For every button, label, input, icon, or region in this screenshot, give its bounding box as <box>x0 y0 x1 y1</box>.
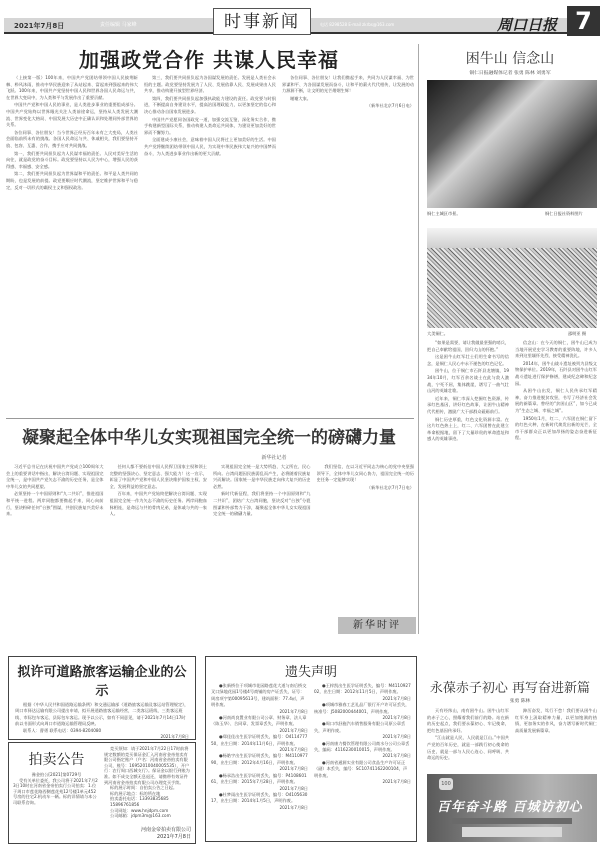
article2-column <box>213 464 311 632</box>
side-story-paragraph: 近年来，铜仁市深入挖掘红色资源，传承红色基因，讲好红色故事，让困牛山精神代代相传，激励广大干部群众砥砺前行。 <box>427 395 509 414</box>
section-title: 时事新闻 <box>213 8 311 35</box>
side-story2-column <box>427 708 509 770</box>
article2-paragraph: 我们坚信，在以习近平同志为核心的党中央坚强领导下，全体中华儿女同心协力，祖国完全统一的历史任务一定能够实现！ <box>316 464 414 483</box>
side-story-paragraph: “如果是需要，请让我做最坚强的哨兵，把自己奉献给祖国，回归大山的怀抱。” <box>427 340 509 352</box>
side-story-paragraph: 从困牛山出发，铜仁人民传承红军精神，奋力推进脱贫攻坚，书写了经济社会发展的新篇章。曾经的“贫困山区”，如今已成为“生态之城、幸福之城”。 <box>515 388 597 413</box>
lost-notice-date: 2021年7月8日 <box>382 753 411 759</box>
lost-notice-date: 2021年7月8日 <box>382 695 411 701</box>
side-story-paragraph: 困牛山，位于铜仁市石阡县龙塘镇，1934年10月，红军百余名战士在此与敌人激战，宁死不屈，集体跳崖，谱写了一曲气壮山河的英雄壮歌。 <box>427 368 509 394</box>
article2-paragraph: 实现祖国完全统一是大势所趋、大义所在、民心所向。台湾问题因民族弱乱而产生，必将随着民族复兴而解决。国家统一是中华民族走向伟大复兴的历史必然。 <box>213 464 311 489</box>
lost-notice-date: 2021年7月8日 <box>279 766 308 772</box>
section-divider <box>6 418 414 419</box>
banner-slogan: 百年奋斗路 百城访初心 <box>437 800 583 815</box>
side-story-column <box>515 340 597 630</box>
banner-strip <box>462 827 562 837</box>
side-story2-body <box>427 708 597 770</box>
lost-notice-text: ●河南尚良置业有限公司公章、财务章、法人章（陈玉华）、合同章、发票章丢失，声明作废。 <box>211 715 307 727</box>
side-story-title: 困牛山 信念山 <box>465 51 555 67</box>
lost-notice-item <box>211 792 308 811</box>
article1-paragraph: 第三，我们要共同担负起为各国谋发展的责任。发展是人类社会永恒的主题。政党要坚持发展为了人民、发展依靠人民、发展成果由人民共享，推动构建开放型世界经济。 <box>144 75 276 94</box>
auction-website[interactable]: 公司网址：www.hnjdpm.com <box>110 807 169 813</box>
campaign-banner <box>427 774 597 842</box>
auction-notice-title: 拍卖公告 <box>28 752 85 768</box>
contact-info: 电话 8298528 E-mail zkrbs@163.com <box>320 22 395 27</box>
transport-notice-text: 根据《中华人民共和国道路运输条例》和交通运输部《道路旅客运输及客运站管理规定》，周口市驿达运输有限公司提出申请，拟开展道路旅客运输经营，二类客运班线、三类客运班线、市际包车客运、县际包车客运。现予以公示，如有不同意见，请于2021年7月14日17时前以书面形式向周口市道路运输管理局反映。 <box>15 702 189 727</box>
banner-strip <box>452 818 572 824</box>
article2-paragraph: 任何人都不要低估中国人民捍卫国家主权和领土完整的坚强决心、坚定意志、强大能力！这一宣示，彰显了中国共产党和中国人民坚决维护国家主权、安全、发展利益的坚定意志。 <box>109 464 207 489</box>
lost-notice-item <box>314 741 411 760</box>
article1-lead: （上接第一版）100年来，中国共产党团结带领中国人民披荆斩棘、栉风沐雨，推动中华民族迎来了从站起来、富起来到强起来的伟大飞跃。100年来，中国共产党坚持中国人民和世界各国人民命运与共，在世界大变局中，为人类和平与发展作出了重要贡献。 <box>6 75 138 100</box>
lost-notice-text: ●项城市雅春工艺礼品厂银行开户许可证丢失，核准号：J5082000444001，声明作废。 <box>314 702 410 714</box>
lost-notice-text: ●杨皓宇出生医学证明丢失，编号：M411097790，出生日期：2012年4月16日，声明作废。 <box>211 753 308 765</box>
side-story2-byline: 张勇 陈林 <box>509 699 531 704</box>
side-story-paragraph: 信念山：在今天的铜仁，困牛山已成为当地开展党史学习教育的重要阵地，许多人来到这里缅怀先烈、接受精神洗礼。 <box>515 340 597 359</box>
side-story-paragraph: 这是困牛山红军壮士们用生命书写的信念，是铜仁人民心中永不褪色的红色记忆。 <box>427 354 509 366</box>
auction-company: 河南金帝拍卖有限公司 <box>140 827 191 833</box>
article1-paragraph: 各位同事、各位朋友！当今世界正经历百年未有之大变局，人类社会面临前所未有的挑战。各国人民命运与共、休戚相关，我们要坚持开放、包容、互惠、合作，携手应对共同挑战。 <box>6 129 138 148</box>
lost-notice-item <box>314 683 411 702</box>
lost-notice-date: 2021年7月8日 <box>382 734 411 740</box>
lost-notice-date: 2021年7月8日 <box>382 715 411 721</box>
lost-notice-date: 2021年7月8日 <box>279 727 308 733</box>
side-story-body <box>427 340 597 630</box>
page-number: 7 <box>567 6 600 36</box>
masthead <box>0 0 600 40</box>
article2-paragraph: 百年来，中国共产党始终把解决台湾问题、实现祖国完全统一作为矢志不渝的历史任务。两岸同胞血脉相连，是命运与共的骨肉兄弟，是休戚与共的一家人。 <box>109 491 207 517</box>
lost-notice-column <box>314 683 411 843</box>
article2-column <box>317 464 415 632</box>
lost-notice-item <box>211 753 308 772</box>
lost-notice-text: ●河南省通源实业有限公司食品生产许可证正（副）本丢失，编号：SC10741162200104，声明作废。 <box>314 759 408 778</box>
photo2-caption: 大美铜仁。 <box>427 331 448 336</box>
side-story2-paragraph: 天有经纬山，南有困牛山。困牛山红军的赤子之心，照耀着我们前行的路。站在新的历史起点，我们要永葆初心、牢记使命，把红色基因传承好。 <box>427 708 509 733</box>
article1-column <box>282 75 414 415</box>
article1-paragraph: 第一，我们要共同担负起为人民谋幸福的责任。人民对美好生活的向往，就是政党的奋斗目标。政党要坚持以人民为中心，增强人民的获得感、幸福感、安全感。 <box>6 150 138 169</box>
auction-paragraph: 标的展示地点：标的所在地 <box>110 790 161 796</box>
lost-notice-text: ●河南康力餐饮管理有限公司商水分公司公章丢失，编码：4116230010015，声明作废。 <box>314 740 410 753</box>
auction-left-column <box>13 746 100 840</box>
side-story-byline: 铜仁日报融媒体记者 张勇 陈林 刘勇军 <box>469 71 551 76</box>
auction-body <box>13 778 100 806</box>
photo2-credit: 邵明亚 摄 <box>568 331 587 336</box>
side-story2-title: 永葆赤子初心 再写奋进新篇 <box>429 681 591 696</box>
auction-phone: 拍卖委托电话：13393835685 <box>110 796 169 802</box>
photo1-caption: 铜仁主城区市景。 <box>427 211 461 216</box>
street-photo <box>427 80 597 208</box>
transport-notice-contact: 联系人：曹勇 联系电话：0394-8204080 <box>23 727 102 733</box>
issue-date: 2021年7月8日 <box>14 22 65 30</box>
lost-notice-date: 2021年7月8日 <box>279 804 308 810</box>
side-story-paragraph: 2014年，困牛山战斗遗址被列为县级文物保护单位。2019年，石阡县对困牛山红军战斗遗址进行保护修缮，建成纪念碑和纪念园。 <box>515 360 597 386</box>
side-story2-column <box>515 708 597 770</box>
lost-notice-column <box>211 683 308 843</box>
article2-paragraph: 习近平总书记在庆祝中国共产党成立100周年大会上的重要讲话中指出，解决台湾问题、实现祖国完全统一，是中国共产党矢志不渝的历史任务，是全体中华儿女的共同愿望。 <box>6 464 104 489</box>
article2-byline: 新华社记者 <box>261 455 287 461</box>
article2-headline: 凝聚起全体中华儿女实现祖国完全统一的磅礴力量 <box>22 428 396 448</box>
article2-body <box>6 464 414 632</box>
photo1-credit: 铜仁日报社资料图片 <box>545 211 583 216</box>
side-story2-paragraph: 踔厉奋发，笃行不怠！我们要从困牛山红军身上汲取精神力量，以更加饱满的热情，更加务实的作风，奋力谱写新时代铜仁高质量发展新篇章。 <box>515 708 597 733</box>
lost-notice-item <box>314 760 411 786</box>
lost-notice-text: ●杜梦雨出生医学证明丢失，编号：O410563017，出生日期：2014年1月5日，声明作废。 <box>211 791 308 804</box>
article1-paragraph: 全面建成小康社会，意味着中国人民将过上更加美好的生活。中国共产党将继续团结带领中国人民，为实现中华民族伟大复兴的中国梦而奋斗，为人类进步事业作出新的更大贡献。 <box>144 137 276 156</box>
auction-paragraph: 标的展示时间：自拍卖公告之日起。 <box>110 785 178 791</box>
article2-column <box>6 464 104 632</box>
article1-column <box>6 75 138 415</box>
article1-paragraph: 谢谢大家。 <box>290 95 311 101</box>
auction-paragraph: 受有关单位委托，我公司将于2021年7月23日10时在河南省金帝拍卖行公司拍卖：1.位于周口市莲花路西侧莲花苑12号楼1单元452号房的住宅2.机动车一辆。标的详情请与本公司联系咨询。 <box>13 777 98 805</box>
commentary-tag: 新华时评 <box>338 617 416 634</box>
lost-notice-title: 遗失声明 <box>284 665 337 680</box>
auction-date: 2021年7月8日 <box>156 833 191 840</box>
article2-paragraph: 新时代新征程，我们将坚持一个中国原则和“九二共识”，团结广大台湾同胞，坚决反对“台独”分裂图谋和外部势力干涉，凝聚起全体中华儿女实现祖国完全统一的磅礴力量。 <box>213 491 311 517</box>
transport-notice-body <box>15 702 189 734</box>
lost-notice-text: ●郑佳佳出生医学证明丢失，编号：O411477750，出生日期：2014年11月6日，声明作废。 <box>211 734 308 746</box>
auction-body <box>104 746 191 819</box>
lost-notice-date: 2021年7月8日 <box>279 747 308 753</box>
lost-notice-item <box>211 683 308 715</box>
auction-right-column <box>104 746 191 840</box>
city-aerial-photo <box>427 228 597 328</box>
lost-notice-item <box>211 715 308 734</box>
lost-notice-text: ●张新桥位于项城市花园路莲花大道与南后桥交叉口绿地花园1号楼4号商铺的房产证丢失，证号：周房项字第00095613号，建筑面积：77.4㎡，声明作废。 <box>211 683 307 708</box>
article1-column <box>144 75 276 415</box>
centenary-badge: 100 <box>439 778 453 790</box>
article1-headline: 加强政党合作 共谋人民幸福 <box>79 48 339 72</box>
lost-notice-item <box>211 734 308 753</box>
lost-notice-date: 2021年7月8日 <box>382 779 411 785</box>
article1-paragraph: 第四，我们要共同担负起加强执政能力建设的责任。政党要与时俱进，不断提高自身建设水平，提高治国理政能力，以更加坚定的信心和决心推动各自国家发展进步。 <box>144 95 276 114</box>
lost-notice <box>205 656 417 842</box>
article1-source: （新华社北京7月6日电） <box>366 103 414 109</box>
lost-notice-item <box>211 773 308 792</box>
article2-paragraph: 必须坚持一个中国原则和“九二共识”，推进祖国和平统一进程。两岸同胞都要携起手来，同心向前行，坚决粉碎任何“台独”图谋，共创民族复兴美好未来。 <box>6 491 104 517</box>
auction-ref: 豫金拍公[2021]第0729号 <box>31 772 82 777</box>
auction-phone: 15896761856 <box>110 801 140 807</box>
article1-paragraph: 中国共产党和中国人民的事业，是人类进步事业的重要组成部分。中国共产党始终以世界眼光关注人类前途命运，坚持从人类发展大潮流、世界变化大格局、中国发展大历史中正确认识和处理同外部世界的关系。 <box>6 102 138 128</box>
auction-email[interactable]: 公司邮箱：jdpm3m@163.com <box>110 813 171 819</box>
transport-notice <box>8 656 196 740</box>
article1-paragraph: 第二，我们要共同担负起为世界谋和平的责任。和平是人类共同的期盼，也是发展的前提。政党要顺应时代潮流，坚定维护世界和平与稳定，反对一切形式的霸权主义和强权政治。 <box>6 171 138 190</box>
article1-body <box>6 75 414 415</box>
lost-notice-date: 2021年7月8日 <box>279 708 308 714</box>
article2-column <box>110 464 208 632</box>
article1-paragraph: 中国共产党愿同各国政党一道，加强交流互鉴，深化务实合作，携手构建新型国际关系，推动构建人类命运共同体，为建设更加美好的世界而不懈努力。 <box>144 116 276 135</box>
lost-notice-text: ●王梓凯出生医学证明丢失，编号：M411092702，出生日期：2012年11月5日，声明作废。 <box>314 683 411 695</box>
side-story2-paragraph: “江山就是人民，人民就是江山。”中国共产党的百年历史，就是一部践行初心使命的历史，就是一部与人民心连心、同呼吸、共命运的历史。 <box>427 735 509 761</box>
side-story-paragraph: 1950年1月，红二、六军团在铜仁留下的红色火种，在新时代焕发出新的光芒，全市干部群众正以更加昂扬的姿态奋进新征程。 <box>515 415 597 441</box>
lost-notice-text: ●杨承浩出生医学证明丢失，编号：P410860161，出生日期：2015年7月28日，声明作废。 <box>211 772 307 785</box>
lost-notice-item <box>314 702 411 721</box>
auction-paragraph: 竞买须知：请于2021年7月22日17时前将规定数额的竞买保证金汇入河南省金帝拍卖有限公司指定账户（户名：河南省金帝拍卖有限公司，账号：16952010040005535），开户行：农行周口西城支行）。保证金以银行到账为准。如不成交全额无息退还，请携带有效证件到河南省金帝拍卖有限公司办理竞买手续。 <box>104 746 190 785</box>
page-editor: 责任编辑 马家峰 <box>100 22 137 28</box>
transport-notice-title: 拟许可道路旅客运输企业的公示 <box>17 665 187 699</box>
transport-notice-date: 2021年7月8日 <box>160 734 189 740</box>
lost-notice-date: 2021年7月8日 <box>279 785 308 791</box>
side-story-paragraph: 铜仁历史厚重，红色文化资源丰富。在这片红色热土上，红二、六军团曾在此建立革命根据地，留下了大量珍贵的革命遗址和感人的英雄事迹。 <box>427 416 509 442</box>
auction-signature <box>104 827 191 840</box>
auction-notice <box>8 742 196 844</box>
column-divider <box>418 44 419 634</box>
article1-paragraph: 各位同事、各位朋友！让我们携起手来，共同为人民谋幸福、为世界谋和平、为各国谋发展而奋斗，让和平的薪火代代相传，让发展的动力源源不断，让文明的光芒熠熠生辉！ <box>282 75 414 94</box>
side-story-column <box>427 340 509 630</box>
lost-notice-item <box>314 721 411 740</box>
lost-notice-body <box>211 683 411 843</box>
lost-notice-text: ●周口市舒施汽车销售服务有限公司原公章丢失，声明作废。 <box>314 721 406 733</box>
newspaper-logo: 周口日报 <box>497 16 558 34</box>
article2-source: （新华社北京7月7日电） <box>366 484 414 490</box>
